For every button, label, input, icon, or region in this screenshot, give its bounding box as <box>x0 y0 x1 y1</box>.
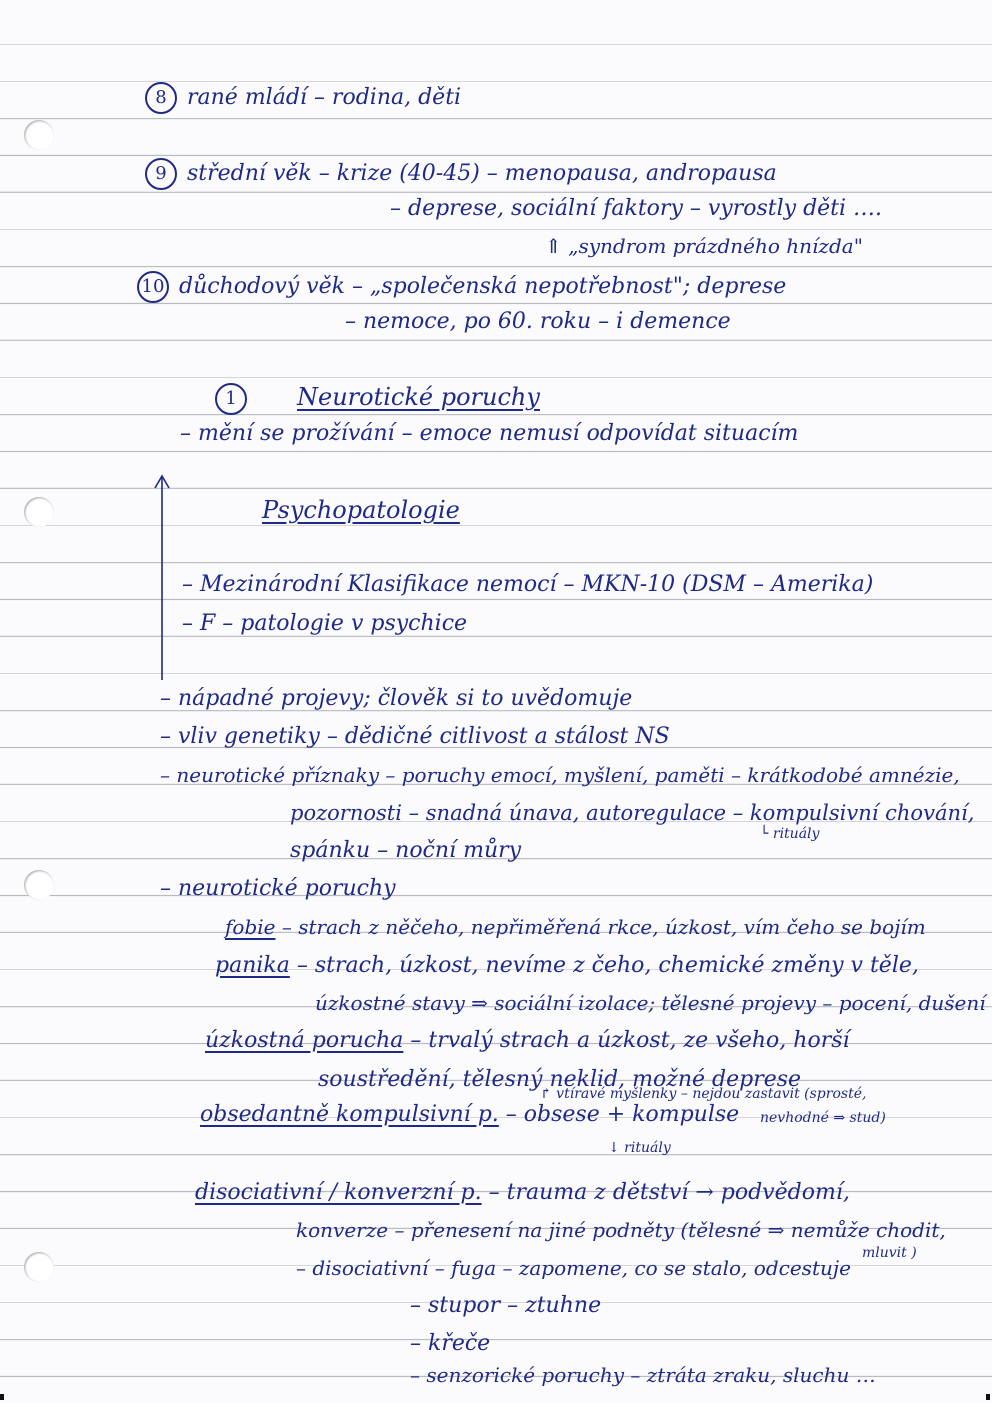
panika-text: – strach, úzkost, nevíme z čeho, chemické změny v těle, <box>296 953 919 978</box>
note-annotation: └ rituály <box>760 826 820 842</box>
neuro-title: Neurotické poruchy <box>297 383 540 411</box>
note-line: – nápadné projevy; člověk si to uvědomuje <box>160 686 633 711</box>
neuro-line1: – mění se prožívání – emoce nemusí odpovídat situacím <box>180 421 799 446</box>
note-line: – stupor – ztuhne <box>410 1293 602 1318</box>
neuro-heading <box>215 383 540 415</box>
note-line: soustředění, tělesný neklid, možné deprese <box>318 1067 802 1092</box>
psycho-title: Psychopatologie <box>262 496 460 524</box>
corner-mark <box>0 1394 4 1400</box>
punch-hole <box>24 497 54 527</box>
uzkost-text: – trvalý strach a úzkost, ze všeho, horší <box>410 1028 850 1053</box>
note-line: – vliv genetiky – dědičné citlivost a stálost NS <box>160 724 670 749</box>
section-number: 8 <box>145 82 177 114</box>
uzkost-item <box>205 1028 850 1054</box>
fobie-item <box>225 914 926 940</box>
obsedantni-label: obsedantně kompulsivní p. <box>200 1102 499 1127</box>
section-text: střední věk – krize (40-45) – menopausa, andropausa <box>187 161 777 186</box>
note-line: – neurotické poruchy <box>160 876 396 901</box>
note-annotation: ↓ rituály <box>608 1140 671 1156</box>
fobie-text: – strach z něčeho, nepřiměřená rkce, úzkost, vím čeho se bojím <box>281 915 926 939</box>
section-8 <box>145 82 461 114</box>
note-line: – disociativní – fuga – zapomene, co se stalo, odcestuje <box>296 1256 851 1280</box>
note-line: – křeče <box>410 1331 491 1356</box>
punch-hole <box>24 870 54 900</box>
note-annotation: nevhodné ⇒ stud) <box>760 1110 886 1126</box>
note-line: spánku – noční můry <box>290 838 522 863</box>
section-text: rané mládí – rodina, děti <box>187 85 462 110</box>
up-arrow-icon <box>150 470 180 685</box>
section-9 <box>145 158 777 190</box>
psycho-line2: – F – patologie v psychice <box>182 611 468 636</box>
obsedantni-text: – obsese + kompulse <box>505 1102 740 1127</box>
note-annotation: ↱ vtíravé myšlenky – nejdou zastavit (sprosté, <box>540 1086 867 1102</box>
note-line: – senzorické poruchy – ztráta zraku, sluchu … <box>410 1363 876 1387</box>
panika-label: panika <box>215 953 290 978</box>
section-10 <box>137 271 786 303</box>
punch-hole <box>24 120 54 150</box>
punch-hole <box>24 1252 54 1282</box>
note-line: pozornosti – snadná únava, autoregulace – kompulsivní chování, <box>290 801 975 825</box>
disociativni-label: disociativní / konverzní p. <box>195 1180 482 1205</box>
section-number: 10 <box>137 271 169 303</box>
psycho-line1: – Mezinárodní Klasifikace nemocí – MKN-10 (DSM – Amerika) <box>182 572 874 597</box>
section-10-line2: – nemoce, po 60. roku – i demence <box>345 309 731 334</box>
section-number: 1 <box>215 383 247 415</box>
section-9-line2: – deprese, sociální faktory – vyrostly děti …. <box>390 196 883 221</box>
uzkost-label: úzkostná porucha <box>205 1028 404 1053</box>
note-line: – neurotické příznaky – poruchy emocí, myšlení, paměti – krátkodobé amnézie, <box>160 763 960 787</box>
section-9-line3: ⇑ „syndrom prázdného hnízda" <box>545 234 863 258</box>
panika-item <box>215 953 919 979</box>
disociativni-text: – trauma z dětství → podvědomí, <box>488 1180 850 1205</box>
note-line: konverze – přenesení na jiné podněty (tělesné ⇒ nemůže chodit, <box>296 1218 946 1242</box>
section-text: důchodový věk – „společenská nepotřebnost"; deprese <box>179 274 787 299</box>
obsedantni-item <box>200 1102 739 1128</box>
corner-mark <box>986 1394 990 1400</box>
fobie-label: fobie <box>225 915 276 939</box>
section-number: 9 <box>145 158 177 190</box>
note-annotation: mluvit ) <box>862 1245 917 1261</box>
disociativni-item <box>195 1180 850 1206</box>
note-line: úzkostné stavy ⇒ sociální izolace; tělesné projevy – pocení, dušení <box>315 991 986 1015</box>
